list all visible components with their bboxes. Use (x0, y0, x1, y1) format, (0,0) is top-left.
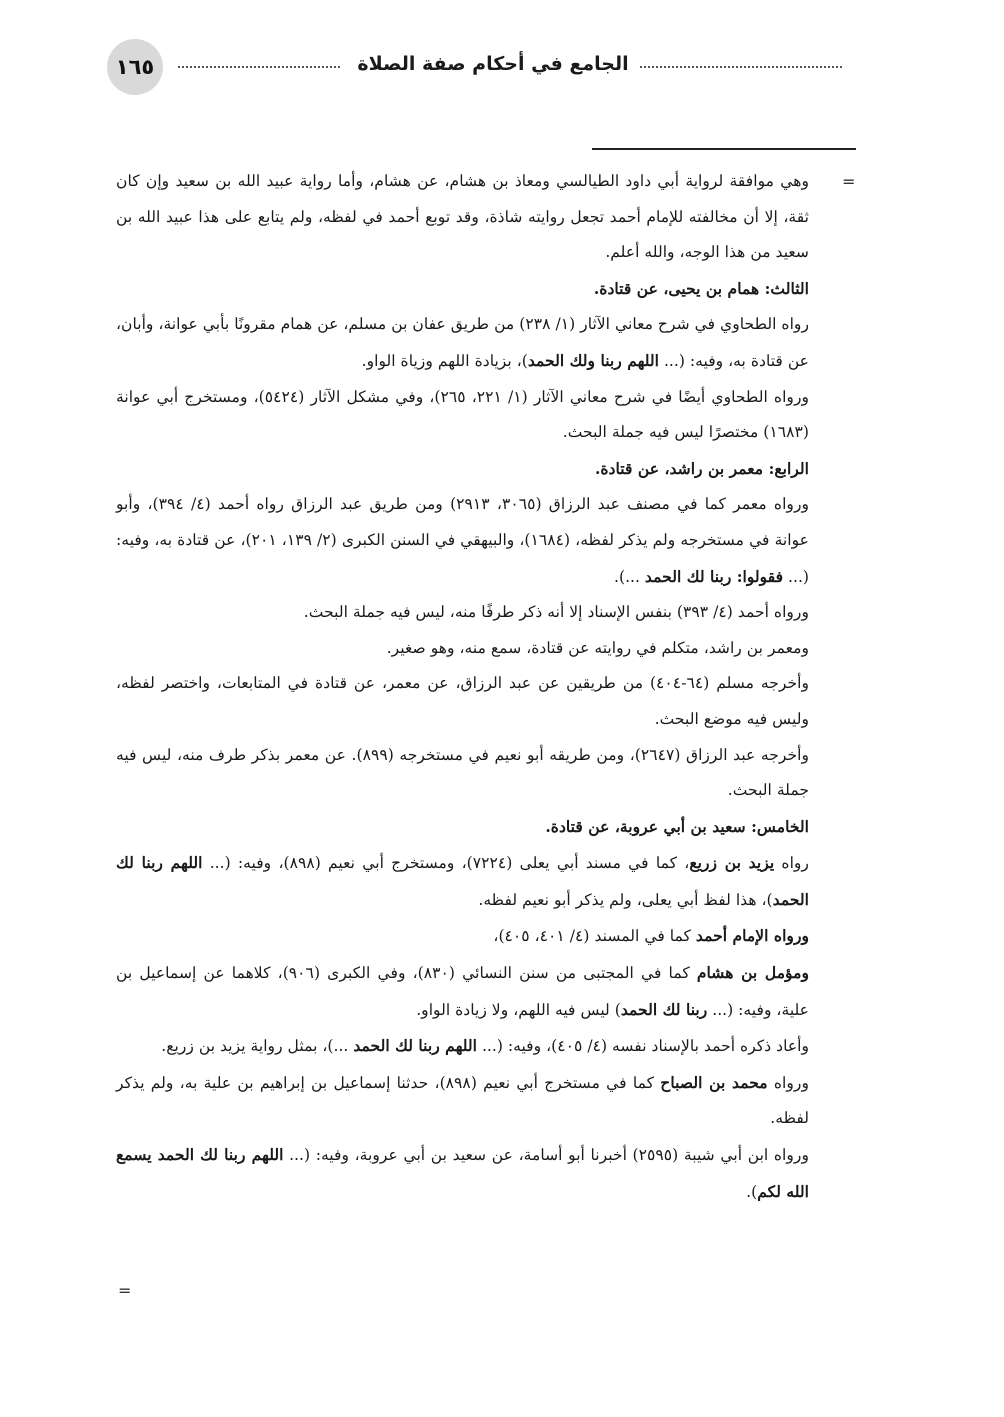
dotted-leader-right (640, 66, 842, 68)
text-run: ) ليس فيه اللهم، ولا زيادة الواو. (416, 1000, 621, 1019)
paragraph (116, 738, 809, 809)
text-run: وأخرجه مسلم (٦٤-٤٠٤) من طريقين عن عبد الرزاق، عن معمر، عن قتادة في المتابعات، واختصر لفظه، وليس فيه موضع البحث. (116, 674, 809, 728)
text-run: كما في مستخرج أبي نعيم (٨٩٨)، حدثنا إسماعيل بن إبراهيم بن علية به، ولم يذكر لفظه. (116, 1073, 809, 1128)
text-run: ورواه أحمد (٤/ ٣٩٣) بنفس الإسناد إلا أنه ذكر طرفًا منه، ليس فيه جملة البحث. (303, 603, 809, 622)
text-run: رواه (774, 854, 809, 873)
bold-text: الثالث: همام بن يحيى، عن قتادة. (593, 278, 809, 298)
bold-text: اللهم ربنا لك الحمد (353, 1036, 477, 1056)
continuation-mark-top: = (842, 172, 856, 191)
text-run: )، بزيادة اللهم وزياة الواو. (361, 351, 528, 370)
text-run: ورواه (767, 1073, 809, 1092)
paragraph (116, 487, 809, 595)
text-run: وأعاد ذكره أحمد بالإسناد نفسه (٤/ ٤٠٥)، وفيه: (... (477, 1037, 809, 1056)
paragraph (116, 271, 809, 308)
dotted-leader-left (178, 66, 340, 68)
page-number: ١٦٥ (107, 39, 163, 95)
paragraph (116, 631, 809, 667)
paragraph (116, 451, 809, 488)
text-run: وأخرجه عبد الرزاق (٢٦٤٧)، ومن طريقه أبو نعيم في مستخرجه (٨٩٩). عن معمر بذكر طرف منه، ليس فيه جملة البحث. (116, 745, 810, 800)
bold-text: الخامس: سعيد بن أبي عروبة، عن قتادة. (545, 816, 809, 836)
footnote-separator-rule (592, 148, 856, 150)
paragraph (116, 1028, 809, 1065)
text-run: ورواه معمر كما في مصنف عبد الرزاق (٣٠٦٥، ٢٩١٣) ومن طريق عبد الرزاق رواه أحمد (٤/ ٣٩٤)، وأبو عوانة في مستخرجه ولم يذكر لفظه، (١٦٨٤)، والبيهقي في السنن الكبرى (٢/ ١٣٩، ٢٠١)، عن قتادة به، وفيه: (... (116, 495, 810, 586)
text-run: وهي موافقة لرواية أبي داود الطيالسي ومعاذ بن هشام، عن هشام، وأما رواية عبيد الله بن سعيد وإن كان ثقة، إلا أن مخالفته للإمام أحمد تجعل روايته شاذة، وقد توبع أحمد في لفظه، ولم يتابع على هذا عبيد الله بن سعيد من هذا الوجه، والله أعلم. (116, 172, 809, 262)
text-run: كما في المسند (٤/ ٤٠١، ٤٠٥)، (493, 927, 696, 946)
text-run: ...)، بمثل رواية يزيد بن زريع. (161, 1037, 354, 1056)
paragraph (116, 666, 809, 737)
text-run: ). (746, 1182, 758, 1201)
bold-text: اللهم ربنا ولك الحمد (527, 350, 660, 370)
text-run: ورواه ابن أبي شيبة (٢٥٩٥) أخبرنا أبو أسامة، عن سعيد بن أبي عروبة، وفيه: (... (283, 1146, 809, 1165)
bold-text: محمد بن الصباح (660, 1072, 768, 1092)
paragraph (116, 955, 809, 1028)
text-run: رواه الطحاوي في شرح معاني الآثار (١/ ٢٣٨) من طريق عفان بن مسلم، عن همام مقرونًا بأبي عوانة، وأبان، عن قتادة به، وفيه: (... (116, 315, 809, 370)
bold-text: اللهم ربنا لك الحمد يسمع الله لكم (116, 1145, 809, 1201)
bold-text: اللهم ربنا لك الحمد (116, 853, 809, 909)
bold-text: يزيد بن زريع (689, 853, 775, 873)
bold-text: فقولوا: ربنا لك الحمد (644, 566, 784, 586)
text-run: ومعمر بن راشد، متكلم في روايته عن قتادة، سمع منه، وهو صغير. (386, 638, 809, 657)
continuation-mark-bottom: = (118, 1281, 132, 1300)
bold-text: ومؤمل بن هشام (696, 963, 809, 983)
text-run: ...). (614, 567, 645, 586)
paragraph (116, 1137, 809, 1210)
text-run: كما في المجتبى من سنن النسائي (٨٣٠)، وفي الكبرى (٩٠٦)، كلاهما عن إسماعيل بن علية، وفيه: (... (116, 964, 809, 1019)
paragraph (116, 918, 809, 955)
footnote-body (116, 164, 809, 1210)
paragraph (116, 809, 809, 846)
paragraph (116, 380, 809, 451)
text-run: ، كما في مسند أبي يعلى (٧٢٢٤)، ومستخرج أبي نعيم (٨٩٨)، وفيه: (... (202, 854, 690, 873)
paragraph (116, 845, 809, 918)
paragraph (116, 307, 809, 379)
text-run: ورواه الطحاوي أيضًا في شرح معاني الآثار (١/ ٢٢١، ٢٦٥)، وفي مشكل الآثار (٥٤٢٤)، ومستخرج أبي عوانة (١٦٨٣) مختصرًا ليس فيه جملة البحث. (116, 387, 809, 442)
paragraph (116, 595, 809, 631)
bold-text: ورواه الإمام أحمد (695, 926, 809, 946)
text-run: )، هذا لفظ أبي يعلى، ولم يذكر أبو نعيم لفظه. (478, 890, 773, 909)
paragraph (116, 164, 809, 271)
bold-text: ربنا لك الحمد (620, 999, 708, 1019)
paragraph (116, 1065, 809, 1137)
bold-text: الرابع: معمر بن راشد، عن قتادة. (594, 458, 809, 478)
running-title: الجامع في أحكام صفة الصلاة (357, 53, 629, 75)
